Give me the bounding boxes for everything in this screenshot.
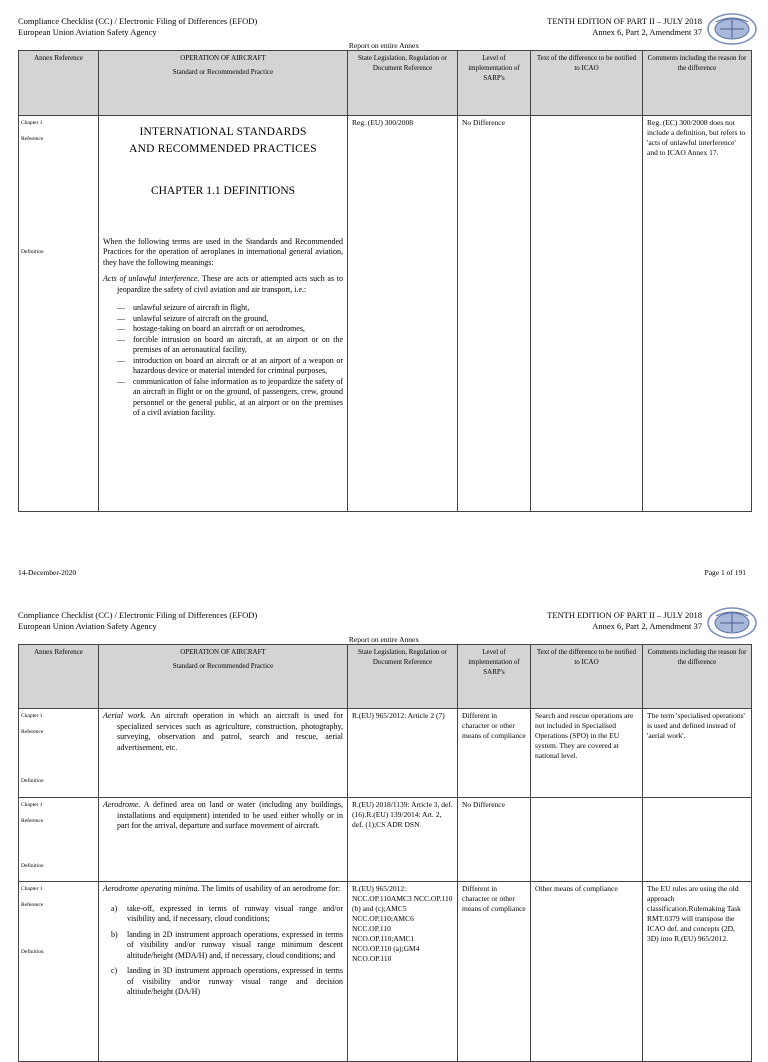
level-cell: Different in character or other means of compliance (458, 882, 531, 1062)
definitions-intro: When the following terms are used in the Standards and Recommended Practices for the operation of aeroplanes in international general aviation, they have the following meanings: (103, 236, 343, 267)
level-cell: No Difference (458, 798, 531, 882)
definition-label: Definition (21, 249, 44, 255)
list-item: — unlawful seizure of aircraft in flight, (103, 303, 343, 314)
definition-text: The limits of usability of an aerodrome for: (199, 884, 341, 893)
document-header-left (18, 610, 257, 632)
document-header-right (547, 610, 702, 632)
col-comments: Comments including the reason for the difference (643, 645, 752, 709)
definition-aerodrome (103, 800, 343, 832)
minima-list (103, 904, 343, 998)
col-level-of-implementation: Level of implementation of SARP's (458, 645, 531, 709)
unlawful-acts-list (103, 303, 343, 419)
header-annex: Annex 6, Part 2, Amendment 37 (592, 621, 702, 631)
header-agency: European Union Aviation Safety Agency (18, 621, 157, 631)
header-annex: Annex 6, Part 2, Amendment 37 (592, 27, 702, 37)
state-legislation-cell: R.(EU) 965/2012: Article 2 (7) (348, 709, 458, 798)
definition-aerial-work (103, 711, 343, 753)
list-item-text: landing in 3D instrument approach operations, expressed in terms of visibility and/or runway visual range and decision altitude/height (DA/H) (127, 966, 343, 996)
level-cell: Different in character or other means of compliance (458, 709, 531, 798)
definition-label: Definition (21, 863, 44, 869)
text-of-difference-cell: Search and rescue operations are not included in Specialised Operations (SPO) in the EU system. They are covered at national level. (531, 709, 643, 798)
table-header-row (19, 645, 752, 709)
list-item (103, 930, 343, 962)
header-edition: TENTH EDITION OF PART II – JULY 2018 (547, 16, 702, 26)
text-of-difference-cell: Other means of compliance (531, 882, 643, 1062)
definition-term: Acts of unlawful interference. (103, 274, 200, 283)
col-op-subtitle: Standard or Recommended Practice (172, 662, 274, 670)
header-title: Compliance Checklist (CC) / Electronic Filing of Differences (EFOD) (18, 16, 258, 26)
definition-label: Definition (21, 949, 44, 955)
definition-term: Aerial work. (103, 711, 146, 720)
comments-cell: Reg. (EC) 300/2008 does not include a definition, but refers to 'acts of unlawful interference' and to ICAO Annex 17. (643, 116, 752, 512)
table-row (19, 709, 752, 798)
level-cell: No Difference (458, 116, 531, 512)
list-item: — unlawful seizure of aircraft on the ground, (103, 314, 343, 325)
list-item-text: take-off, expressed in terms of runway visual range and/or visibility and, if necessary, cloud conditions; (127, 903, 343, 923)
table-row (19, 882, 752, 1062)
annex-reference-cell (19, 798, 99, 882)
col-annex-reference: Annex Reference (19, 645, 99, 709)
header-agency: European Union Aviation Safety Agency (18, 27, 157, 37)
col-text-of-difference: Text of the difference to be notified to ICAO (531, 645, 643, 709)
col-state-legislation: State Legislation, Regulation or Document Reference (348, 645, 458, 709)
heading-line-2: AND RECOMMENDED PRACTICES (129, 143, 317, 155)
annex-reference-cell (19, 116, 99, 512)
reference-label: Reference (21, 729, 44, 735)
page-2 (0, 596, 768, 1024)
document-header-right (547, 16, 702, 38)
sarp-text-cell (99, 798, 348, 882)
standards-heading (103, 124, 343, 158)
definition-text: An aircraft operation in which an aircraft is used for specialized services such as agriculture, construction, photography, surveying, observation and patrol, search and rescue, aerial advertisement, etc. (117, 711, 343, 752)
compliance-table-page-1 (18, 50, 752, 512)
sarp-text-cell (99, 116, 348, 512)
footer-date: 14-December-2020 (18, 568, 77, 577)
table-row (19, 798, 752, 882)
list-item (103, 904, 343, 925)
sarp-text-cell (99, 882, 348, 1062)
definition-term: Aerodrome. (103, 800, 141, 809)
text-of-difference-cell (531, 116, 643, 512)
chapter-label: Chapter 1 (21, 886, 43, 892)
definition-aerodrome-operating-minima (103, 884, 343, 895)
definition-label: Definition (21, 778, 44, 784)
heading-line-1: INTERNATIONAL STANDARDS (139, 126, 307, 138)
header-title: Compliance Checklist (CC) / Electronic Filing of Differences (EFOD) (18, 610, 258, 620)
col-annex-reference: Annex Reference (19, 51, 99, 116)
col-operation-of-aircraft (99, 645, 348, 709)
compliance-table-page-2 (18, 644, 752, 1062)
chapter-heading: CHAPTER 1.1 DEFINITIONS (150, 185, 296, 197)
comments-cell: The term 'specialised operations' is used and defined instead of 'aerial work'. (643, 709, 752, 798)
definition-term: Aerodrome operating minima. (103, 884, 200, 893)
footer-page-number: Page 1 of 191 (704, 568, 746, 577)
sarp-text-cell (99, 709, 348, 798)
col-op-title: OPERATION OF AIRCRAFT (180, 54, 266, 62)
col-op-title: OPERATION OF AIRCRAFT (180, 648, 266, 656)
state-legislation-cell: R.(EU) 2018/1139: Article 3, def. (16).R.(EU) 139/2014: Art. 2, def. (1);CS ADR DSN (348, 798, 458, 882)
col-comments: Comments including the reason for the difference (643, 51, 752, 116)
list-item-label: c) (111, 966, 118, 975)
document-header-left (18, 16, 257, 38)
annex-reference-cell (19, 709, 99, 798)
list-item-text: landing in 2D instrument approach operations, expressed in terms of visibility and/or runway visual range minimum descent altitude/height (MDA/H) and, if necessary, cloud conditions; and (127, 929, 343, 960)
list-item-label: b) (111, 929, 118, 939)
list-item: — communication of false information as to jeopardize the safety of an aircraft in flight or on the ground, of passengers, crew, ground personnel or the general public, at an airport or on the premises of a civil aviation facility. (103, 377, 343, 419)
comments-cell (643, 798, 752, 882)
col-operation-of-aircraft (99, 51, 348, 116)
chapter-label: Chapter 1 (21, 120, 43, 126)
table-header-row (19, 51, 752, 116)
definition-text: These are acts or attempted acts such as to jeopardize the safety of civil aviation and air transport, i.e.: (117, 274, 343, 294)
reference-label: Reference (21, 136, 44, 142)
state-legislation-cell: R.(EU) 965/2012: NCC.OP.110AMC3 NCC.OP.110 (b) and (c);AMC5 NCC.OP.110;AMC6 NCC.OP.110 NCO.OP.110;AMC1 NCO.OP.110 (a);GM4 NCO.OP.110 (348, 882, 458, 1062)
report-scope: Report on entire Annex (348, 41, 420, 50)
col-op-subtitle: Standard or Recommended Practice (172, 68, 274, 76)
list-item: — hostage-taking on board an aircraft or on aerodromes, (103, 324, 343, 335)
annex-reference-cell (19, 882, 99, 1062)
col-text-of-difference: Text of the difference to be notified to ICAO (531, 51, 643, 116)
definition-text: A defined area on land or water (including any buildings, installations and equipment) intended to be used either wholly or in part for the arrival, departure and surface movement of aircraft. (117, 800, 343, 830)
state-legislation-cell: Reg. (EU) 300/2008 (348, 116, 458, 512)
header-edition: TENTH EDITION OF PART II – JULY 2018 (547, 610, 702, 620)
report-scope: Report on entire Annex (348, 635, 420, 644)
table-row (19, 116, 752, 512)
chapter-label: Chapter 1 (21, 802, 43, 808)
col-level-of-implementation: Level of implementation of SARP's (458, 51, 531, 116)
chapter-label: Chapter 1 (21, 713, 43, 719)
reference-label: Reference (21, 818, 44, 824)
list-item (103, 966, 343, 998)
col-state-legislation: State Legislation, Regulation or Document Reference (348, 51, 458, 116)
reference-label: Reference (21, 902, 44, 908)
text-of-difference-cell (531, 798, 643, 882)
list-item-label: a) (111, 903, 118, 913)
list-item: — introduction on board an aircraft or at an airport of a weapon or hazardous device or material intended for criminal purposes, (103, 356, 343, 377)
list-item: — forcible intrusion on board an aircraft, at an airport or on the premises of an aeronautical facility, (103, 335, 343, 356)
comments-cell: The EU rules are using the old approach classification.Rulemaking Task RMT.0379 will transpose the ICAO def. and concepts (2D, 3D) into R.(EU) 965/2012. (643, 882, 752, 1062)
definition-acts-of-unlawful-interference (103, 274, 343, 295)
